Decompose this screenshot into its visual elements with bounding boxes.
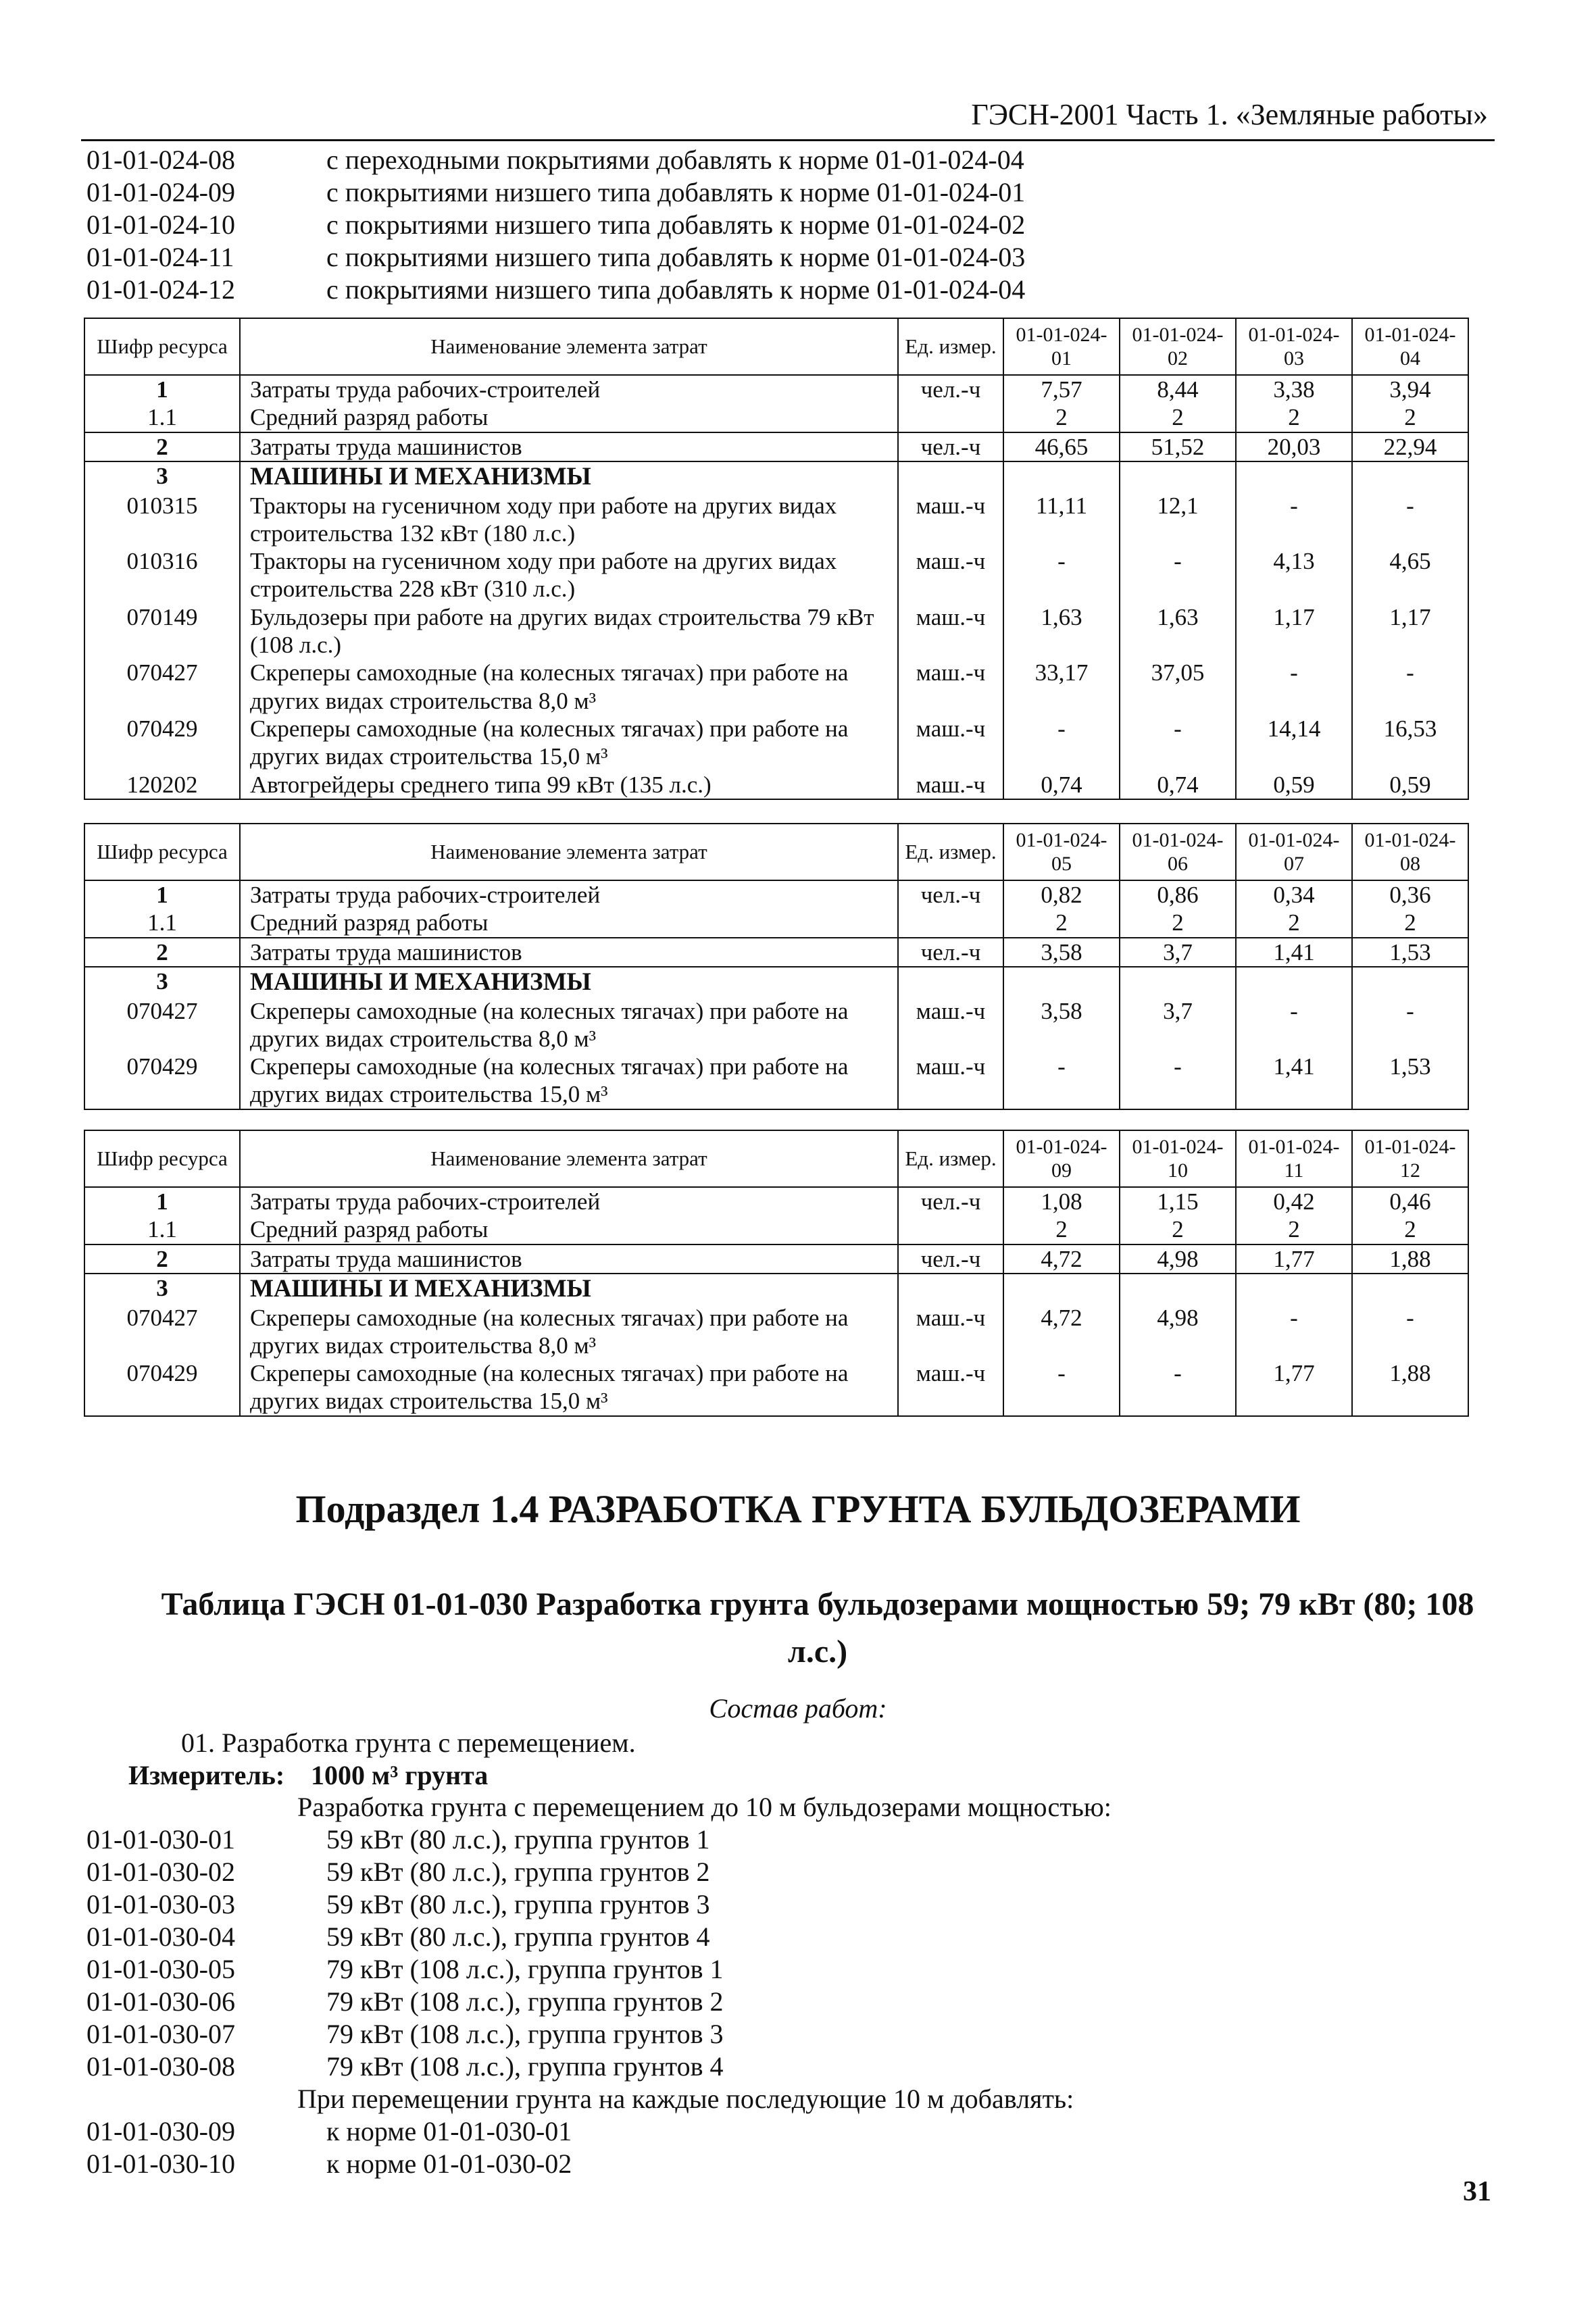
norm-value: 3,58 [1003, 997, 1120, 1053]
unit: чел.-ч [898, 880, 1003, 909]
norm-value: 3,7 [1120, 938, 1236, 967]
cost-element-name: Скреперы самоходные (на колесных тягачах) при работе на других видах строительства 8,0 м³ [240, 997, 898, 1053]
resource-code: 120202 [84, 771, 240, 799]
norm-value: 3,7 [1120, 997, 1236, 1053]
code: 01-01-030-08 [86, 2051, 235, 2082]
unit: чел.-ч [898, 938, 1003, 967]
code: 01-01-024-12 [86, 274, 235, 305]
code: 01-01-030-06 [86, 1986, 235, 2017]
unit: чел.-ч [898, 1187, 1003, 1215]
resource-code: 010315 [84, 492, 240, 548]
norm-value: 2 [1003, 909, 1120, 937]
norm-value: - [1352, 492, 1468, 548]
resource-code: 1.1 [84, 403, 240, 432]
norm-value: 16,53 [1352, 715, 1468, 771]
cost-element-name: Затраты труда рабочих-строителей [240, 880, 898, 909]
cost-element-name: Скреперы самоходные (на колесных тягачах) при работе на других видах строительства 8,0 м³ [240, 1304, 898, 1360]
table-row [84, 432, 1468, 461]
measure-value: 1000 м³ грунта [311, 1760, 489, 1790]
code-text: с переходными покрытиями добавлять к норме 01-01-024-04 [326, 144, 1024, 175]
list-item [86, 2017, 1112, 2050]
cost-element-name: Затраты труда машинистов [240, 938, 898, 967]
cost-element-name: Тракторы на гусеничном ходу при работе на других видах строительства 132 кВт (180 л.с.) [240, 492, 898, 548]
unit: маш.-ч [898, 1359, 1003, 1416]
norm-value: 3,94 [1352, 375, 1468, 403]
norm-value: 4,98 [1120, 1244, 1236, 1274]
header-norm-code: 01-01-024-04 [1352, 318, 1468, 375]
header-norm-code: 01-01-024-08 [1352, 824, 1468, 880]
norm-value: - [1236, 997, 1352, 1053]
norm-value: - [1236, 1304, 1352, 1360]
norm-value: 0,42 [1236, 1187, 1352, 1215]
work-item: 01. Разработка грунта с перемещением. [181, 1728, 636, 1758]
cost-element-name: Скреперы самоходные (на колесных тягачах) при работе на других видах строительства 15,0 м³ [240, 1359, 898, 1416]
norm-value: 4,13 [1236, 547, 1352, 603]
header-unit: Ед. измер. [898, 318, 1003, 375]
table-row [84, 492, 1468, 548]
header-name: Наименование элемента затрат [240, 824, 898, 880]
table-row [84, 715, 1468, 771]
norm-value: 37,05 [1120, 659, 1236, 715]
table-row [84, 1359, 1468, 1416]
header-norm-code: 01-01-024-02 [1120, 318, 1236, 375]
cost-element-name: Затраты труда рабочих-строителей [240, 375, 898, 403]
resource-code: 2 [84, 938, 240, 967]
table-row [84, 771, 1468, 799]
norm-value: 1,17 [1352, 603, 1468, 659]
norm-value: 1,88 [1352, 1244, 1468, 1274]
resource-code: 070427 [84, 997, 240, 1053]
list-item [86, 1985, 1112, 2017]
norm-value: 2 [1003, 1215, 1120, 1244]
norm-value: - [1236, 492, 1352, 548]
code-text: с покрытиями низшего типа добавлять к норме 01-01-024-02 [326, 209, 1026, 240]
norm-value: 2 [1120, 403, 1236, 432]
cost-element-name: МАШИНЫ И МЕХАНИЗМЫ [240, 461, 898, 492]
list-item [86, 2115, 1112, 2147]
measure [128, 1759, 488, 1791]
cost-element-name: Тракторы на гусеничном ходу при работе на других видах строительства 228 кВт (310 л.с.) [240, 547, 898, 603]
table-title-line-1: Таблица ГЭСН 01-01-030 Разработка грунта бульдозерами мощностью 59; 79 кВт (80; 108 [161, 1586, 1474, 1622]
norm-value: - [1120, 1359, 1236, 1416]
norm-value: 4,65 [1352, 547, 1468, 603]
norm-value [1352, 967, 1468, 997]
page-header [81, 95, 1495, 141]
norm-value: 1,63 [1120, 603, 1236, 659]
unit [898, 403, 1003, 432]
list-item [86, 176, 1025, 208]
cost-element-name: МАШИНЫ И МЕХАНИЗМЫ [240, 1274, 898, 1304]
unit [898, 1274, 1003, 1304]
header-norm-code: 01-01-024-01 [1003, 318, 1120, 375]
list-item [86, 1855, 1112, 1888]
cost-element-name: Затраты труда машинистов [240, 1244, 898, 1274]
list-item [86, 208, 1025, 241]
norm-value: 1,88 [1352, 1359, 1468, 1416]
resource-code: 1.1 [84, 1215, 240, 1244]
unit [898, 967, 1003, 997]
norm-value: 4,98 [1120, 1304, 1236, 1360]
norm-value: 1,53 [1352, 938, 1468, 967]
header-norm-code: 01-01-024-06 [1120, 824, 1236, 880]
norm-value [1003, 967, 1120, 997]
norm-value: 2 [1236, 1215, 1352, 1244]
table-row [84, 997, 1468, 1053]
norm-value: - [1003, 1359, 1120, 1416]
unit: маш.-ч [898, 603, 1003, 659]
header-norm-code: 01-01-024-09 [1003, 1130, 1120, 1187]
unit [898, 909, 1003, 937]
intro-text: При перемещении грунта на каждые последующие 10 м добавлять: [297, 2083, 1074, 2114]
norm-value: 0,74 [1003, 771, 1120, 799]
norm-value: - [1003, 547, 1120, 603]
norm-value: 51,52 [1120, 432, 1236, 461]
list-item [86, 2050, 1112, 2082]
header-norm-code: 01-01-024-07 [1236, 824, 1352, 880]
table-row [84, 547, 1468, 603]
header-name: Наименование элемента затрат [240, 318, 898, 375]
intro-text: Разработка грунта с перемещением до 10 м бульдозерами мощностью: [297, 1791, 1112, 1822]
top-code-list [86, 143, 1025, 305]
header-text: ГЭСН-2001 Часть 1. «Земляные работы» [971, 98, 1488, 131]
code-text: к норме 01-01-030-02 [326, 2148, 572, 2179]
code-text: 79 кВт (108 л.с.), группа грунтов 1 [326, 1953, 724, 1984]
code: 01-01-030-03 [86, 1888, 235, 1919]
page-number: 31 [1463, 2176, 1491, 2207]
resource-code: 2 [84, 432, 240, 461]
resource-code: 2 [84, 1244, 240, 1274]
code: 01-01-030-02 [86, 1856, 235, 1887]
code-text: 59 кВт (80 л.с.), группа грунтов 2 [326, 1856, 710, 1887]
norm-value: 1,17 [1236, 603, 1352, 659]
resource-code: 1 [84, 375, 240, 403]
norm-value: 1,77 [1236, 1244, 1352, 1274]
norm-value [1003, 461, 1120, 492]
code: 01-01-024-11 [86, 241, 234, 272]
unit: маш.-ч [898, 715, 1003, 771]
code: 01-01-030-01 [86, 1823, 235, 1855]
code: 01-01-024-08 [86, 144, 235, 175]
resource-code: 1.1 [84, 909, 240, 937]
norm-value [1120, 1274, 1236, 1304]
resource-code: 070427 [84, 1304, 240, 1360]
table-row [84, 1304, 1468, 1360]
unit: чел.-ч [898, 1244, 1003, 1274]
code: 01-01-030-09 [86, 2115, 235, 2146]
list-item [86, 1888, 1112, 1920]
unit: маш.-ч [898, 492, 1003, 548]
table-row [84, 1274, 1468, 1304]
header-unit: Ед. измер. [898, 1130, 1003, 1187]
list-item [86, 143, 1025, 176]
list-item [86, 1953, 1112, 1985]
header-norm-code: 01-01-024-10 [1120, 1130, 1236, 1187]
code-text: 79 кВт (108 л.с.), группа грунтов 3 [326, 2018, 724, 2049]
norm-table [84, 823, 1469, 1110]
resource-code: 070429 [84, 715, 240, 771]
norm-value: 2 [1003, 403, 1120, 432]
norm-value: 2 [1352, 909, 1468, 937]
norm-value: - [1120, 547, 1236, 603]
unit: чел.-ч [898, 432, 1003, 461]
intro-line [86, 2082, 1112, 2115]
norm-value: - [1003, 1053, 1120, 1109]
norm-value: - [1120, 715, 1236, 771]
norm-value: - [1236, 659, 1352, 715]
code: 01-01-030-05 [86, 1953, 235, 1984]
table-header-row [84, 318, 1468, 375]
norm-value: 2 [1120, 1215, 1236, 1244]
header-norm-code: 01-01-024-12 [1352, 1130, 1468, 1187]
norm-value [1120, 967, 1236, 997]
norm-value: 0,59 [1236, 771, 1352, 799]
resource-code: 3 [84, 1274, 240, 1304]
header-unit: Ед. измер. [898, 824, 1003, 880]
table-title-line-2: л.с.) [787, 1633, 848, 1669]
header-norm-code: 01-01-024-11 [1236, 1130, 1352, 1187]
cost-element-name: Средний разряд работы [240, 909, 898, 937]
norm-table [84, 1130, 1469, 1417]
list-item [86, 1920, 1112, 1953]
list-item [86, 273, 1025, 305]
norm-value: 0,59 [1352, 771, 1468, 799]
norm-value: 1,53 [1352, 1053, 1468, 1109]
norm-value: 0,46 [1352, 1187, 1468, 1215]
code: 01-01-024-09 [86, 176, 235, 207]
norm-value: 1,15 [1120, 1187, 1236, 1215]
unit: маш.-ч [898, 1304, 1003, 1360]
table-row [84, 375, 1468, 403]
header-norm-code: 01-01-024-03 [1236, 318, 1352, 375]
table-row [84, 880, 1468, 909]
norm-value: 0,34 [1236, 880, 1352, 909]
resource-code: 070149 [84, 603, 240, 659]
norm-value: 2 [1352, 403, 1468, 432]
header-code: Шифр ресурса [84, 1130, 240, 1187]
list-item [86, 2147, 1112, 2180]
unit: маш.-ч [898, 547, 1003, 603]
code-text: 79 кВт (108 л.с.), группа грунтов 2 [326, 1986, 724, 2017]
code-text: с покрытиями низшего типа добавлять к норме 01-01-024-01 [326, 176, 1026, 207]
code: 01-01-030-04 [86, 1921, 235, 1952]
norm-value: - [1120, 1053, 1236, 1109]
list-item [86, 1823, 1112, 1855]
code: 01-01-024-10 [86, 209, 235, 240]
unit: маш.-ч [898, 997, 1003, 1053]
norm-value: 4,72 [1003, 1304, 1120, 1360]
table-row [84, 603, 1468, 659]
code: 01-01-030-10 [86, 2148, 235, 2179]
norm-value: 2 [1120, 909, 1236, 937]
cost-element-name: Автогрейдеры среднего типа 99 кВт (135 л.с.) [240, 771, 898, 799]
norm-value: 4,72 [1003, 1244, 1120, 1274]
code-text: с покрытиями низшего типа добавлять к норме 01-01-024-03 [326, 241, 1026, 272]
table-row [84, 1187, 1468, 1215]
cost-element-name: Скреперы самоходные (на колесных тягачах) при работе на других видах строительства 15,0 м³ [240, 715, 898, 771]
norm-table [84, 318, 1469, 800]
norm-value: 33,17 [1003, 659, 1120, 715]
table-row [84, 1244, 1468, 1274]
resource-code: 3 [84, 967, 240, 997]
norm-value: 46,65 [1003, 432, 1120, 461]
resource-code: 070429 [84, 1053, 240, 1109]
norm-value: 22,94 [1352, 432, 1468, 461]
resource-code: 070429 [84, 1359, 240, 1416]
cost-element-name: МАШИНЫ И МЕХАНИЗМЫ [240, 967, 898, 997]
norm-value: - [1352, 659, 1468, 715]
table-row [84, 1215, 1468, 1244]
norm-value [1236, 461, 1352, 492]
unit: маш.-ч [898, 771, 1003, 799]
code-text: 59 кВт (80 л.с.), группа грунтов 3 [326, 1888, 710, 1919]
measure-label: Измеритель: [128, 1760, 285, 1790]
norm-value: 7,57 [1003, 375, 1120, 403]
norm-value: 1,41 [1236, 1053, 1352, 1109]
table-row [84, 967, 1468, 997]
intro-line [86, 1790, 1112, 1823]
norm-value: 20,03 [1236, 432, 1352, 461]
code-text: к норме 01-01-030-01 [326, 2115, 572, 2146]
table-row [84, 403, 1468, 432]
composition-title: Состав работ: [709, 1693, 887, 1724]
table-header-row [84, 824, 1468, 880]
cost-element-name: Затраты труда рабочих-строителей [240, 1187, 898, 1215]
norm-value [1236, 1274, 1352, 1304]
cost-element-name: Скреперы самоходные (на колесных тягачах) при работе на других видах строительства 8,0 м³ [240, 659, 898, 715]
subsection-title: Подраздел 1.4 РАЗРАБОТКА ГРУНТА БУЛЬДОЗЕРАМИ [295, 1487, 1301, 1531]
norm-value: - [1003, 715, 1120, 771]
resource-code: 1 [84, 1187, 240, 1215]
header-code: Шифр ресурса [84, 824, 240, 880]
cost-element-name: Затраты труда машинистов [240, 432, 898, 461]
table-title [155, 1581, 1480, 1675]
bottom-code-list [86, 1790, 1112, 2180]
table-row [84, 909, 1468, 937]
unit [898, 461, 1003, 492]
code-text: 79 кВт (108 л.с.), группа грунтов 4 [326, 2051, 724, 2082]
norm-value: 11,11 [1003, 492, 1120, 548]
resource-code: 1 [84, 880, 240, 909]
unit: чел.-ч [898, 375, 1003, 403]
resource-code: 3 [84, 461, 240, 492]
header-code: Шифр ресурса [84, 318, 240, 375]
norm-value [1352, 1274, 1468, 1304]
norm-value [1003, 1274, 1120, 1304]
norm-value: 14,14 [1236, 715, 1352, 771]
header-norm-code: 01-01-024-05 [1003, 824, 1120, 880]
norm-value: 0,86 [1120, 880, 1236, 909]
cost-element-name: Средний разряд работы [240, 1215, 898, 1244]
unit: маш.-ч [898, 659, 1003, 715]
norm-value: 0,82 [1003, 880, 1120, 909]
cost-element-name: Бульдозеры при работе на других видах строительства 79 кВт (108 л.с.) [240, 603, 898, 659]
norm-value: 2 [1236, 909, 1352, 937]
header-name: Наименование элемента затрат [240, 1130, 898, 1187]
table-row [84, 659, 1468, 715]
norm-value: 1,08 [1003, 1187, 1120, 1215]
norm-value: - [1352, 1304, 1468, 1360]
list-item [86, 241, 1025, 273]
norm-value: - [1352, 997, 1468, 1053]
code-text: 59 кВт (80 л.с.), группа грунтов 1 [326, 1823, 710, 1855]
norm-value: 1,63 [1003, 603, 1120, 659]
code-text: 59 кВт (80 л.с.), группа грунтов 4 [326, 1921, 710, 1952]
norm-value: 2 [1236, 403, 1352, 432]
norm-value: 1,41 [1236, 938, 1352, 967]
norm-value: 8,44 [1120, 375, 1236, 403]
norm-value: 0,36 [1352, 880, 1468, 909]
resource-code: 070427 [84, 659, 240, 715]
norm-value: 1,77 [1236, 1359, 1352, 1416]
table-header-row [84, 1130, 1468, 1187]
code-text: с покрытиями низшего типа добавлять к норме 01-01-024-04 [326, 274, 1026, 305]
norm-value: 12,1 [1120, 492, 1236, 548]
norm-value [1120, 461, 1236, 492]
norm-value: 3,38 [1236, 375, 1352, 403]
norm-value: 2 [1352, 1215, 1468, 1244]
cost-element-name: Скреперы самоходные (на колесных тягачах) при работе на других видах строительства 15,0 м³ [240, 1053, 898, 1109]
table-row [84, 938, 1468, 967]
unit: маш.-ч [898, 1053, 1003, 1109]
table-row [84, 1053, 1468, 1109]
unit [898, 1215, 1003, 1244]
resource-code: 010316 [84, 547, 240, 603]
norm-value: 3,58 [1003, 938, 1120, 967]
cost-element-name: Средний разряд работы [240, 403, 898, 432]
table-row [84, 461, 1468, 492]
norm-value [1352, 461, 1468, 492]
norm-value: 0,74 [1120, 771, 1236, 799]
norm-value [1236, 967, 1352, 997]
code: 01-01-030-07 [86, 2018, 235, 2049]
